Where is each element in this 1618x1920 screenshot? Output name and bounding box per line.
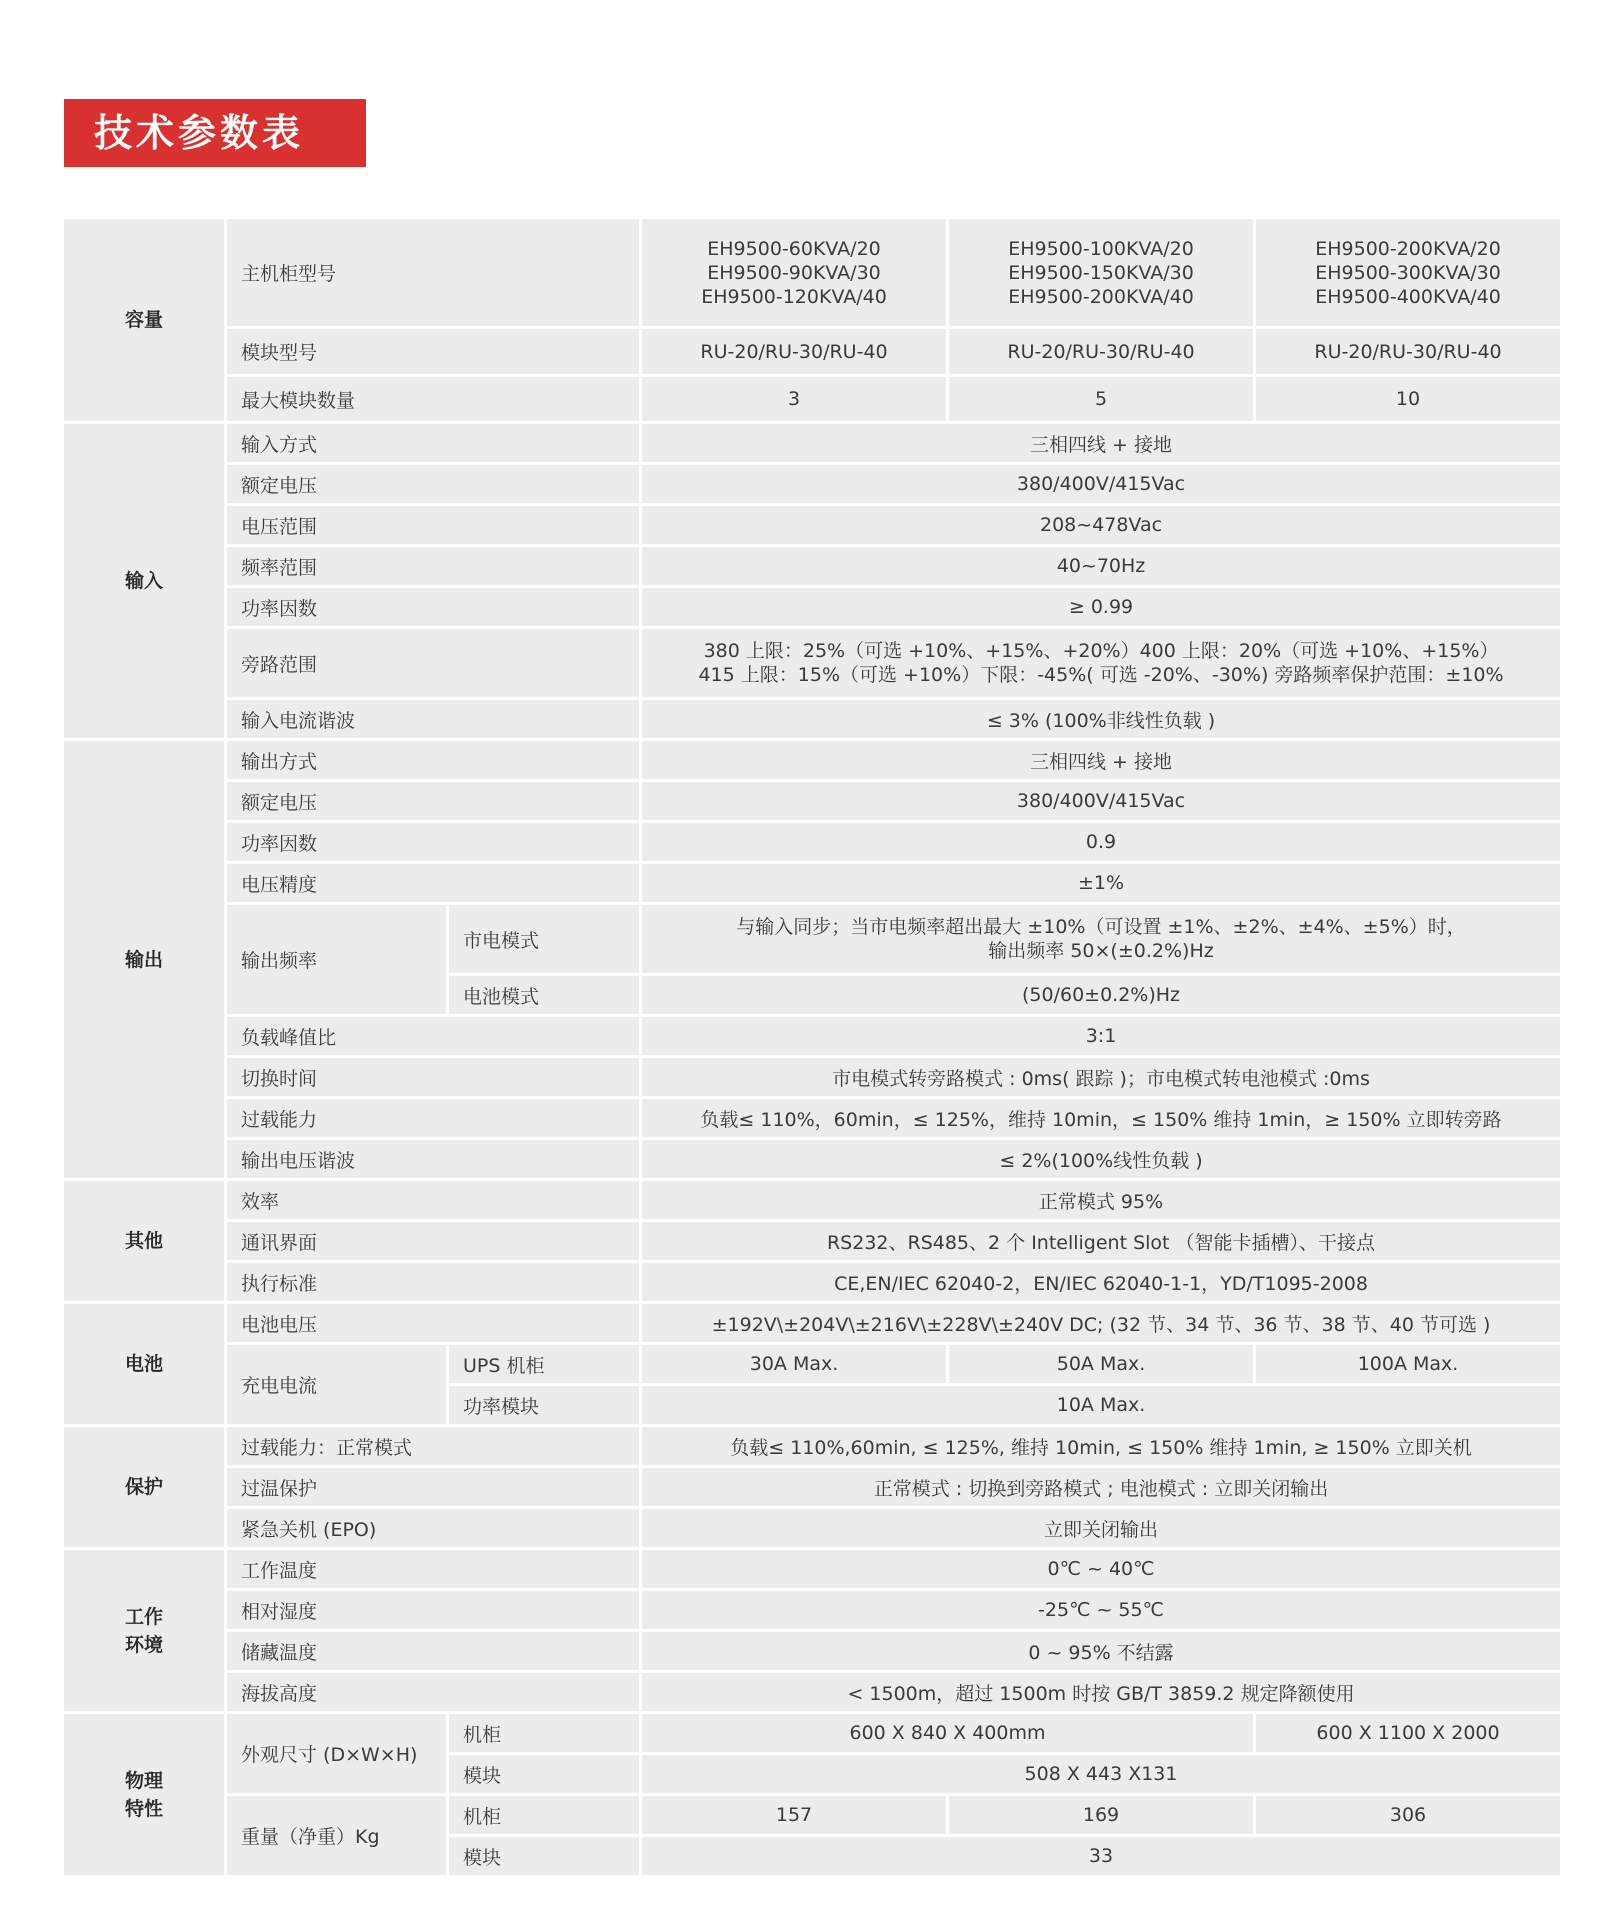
table-row: [64, 377, 1560, 421]
table-row: [64, 329, 1560, 374]
table-row: [64, 1673, 1560, 1711]
row-value: 正常模式 : 切换到旁路模式 ; 电池模式 : 立即关闭输出: [642, 1468, 1560, 1506]
row-label: 切换时间: [227, 1058, 639, 1096]
ups-charge-col1: 30A Max.: [642, 1345, 946, 1383]
table-row: [64, 864, 1560, 902]
row-value: ≤ 3% (100%非线性负载 ): [642, 700, 1560, 738]
ups-charge-col3: 100A Max.: [1256, 1345, 1560, 1383]
table-row: [64, 1714, 1560, 1752]
row-value: -25℃ ~ 55℃: [642, 1591, 1560, 1629]
table-row: [64, 465, 1560, 503]
table-row: [64, 1468, 1560, 1506]
table-row: [64, 547, 1560, 585]
row-value: 0 ~ 95% 不结露: [642, 1632, 1560, 1670]
table-row: [64, 1181, 1560, 1219]
table-row: [64, 905, 1560, 973]
row-label: 输入电流谐波: [227, 700, 639, 738]
row-label: 输出方式: [227, 741, 639, 779]
sub-label: 机柜: [449, 1796, 639, 1834]
table-row: [64, 782, 1560, 820]
module-model-col3: RU-20/RU-30/RU-40: [1256, 329, 1560, 374]
sub-label: 市电模式: [449, 905, 639, 973]
table-row: [64, 741, 1560, 779]
mains-mode-value: 与输入同步；当市电频率超出最大 ±10%（可设置 ±1%、±2%、±4%、±5%）时， 输出频率 50×(±0.2%)Hz: [642, 905, 1560, 973]
row-label: 通讯界面: [227, 1222, 639, 1260]
table-row: [64, 1427, 1560, 1465]
row-value: CE,EN/IEC 62040-2，EN/IEC 62040-1-1，YD/T1095-2008: [642, 1263, 1560, 1301]
table-row: [64, 1591, 1560, 1629]
row-label: 电池电压: [227, 1304, 639, 1342]
row-value: 正常模式 95%: [642, 1181, 1560, 1219]
row-value: 3:1: [642, 1017, 1560, 1055]
category-battery: 电池: [64, 1304, 224, 1424]
table-row: [64, 1263, 1560, 1301]
host-model-col2: EH9500-100KVA/20 EH9500-150KVA/30 EH9500-200KVA/40: [949, 219, 1253, 326]
row-label: 功率因数: [227, 588, 639, 626]
category-other: 其他: [64, 1181, 224, 1301]
cabinet-weight-col1: 157: [642, 1796, 946, 1834]
row-label: 频率范围: [227, 547, 639, 585]
row-label: 过载能力: [227, 1099, 639, 1137]
bypass-range-value: 380 上限：25%（可选 +10%、+15%、+20%）400 上限：20%（可选 +10%、+15%） 415 上限：15%（可选 +10%）下限：-45%( 可选 -20%、-30%) 旁路频率保护范围：±10%: [642, 629, 1560, 697]
row-label: 效率: [227, 1181, 639, 1219]
page-title: 技术参数表: [64, 99, 366, 167]
row-label: 执行标准: [227, 1263, 639, 1301]
row-value: ±1%: [642, 864, 1560, 902]
row-label: 额定电压: [227, 465, 639, 503]
row-label: 海拔高度: [227, 1673, 639, 1711]
row-label: 外观尺寸 (D×W×H): [227, 1714, 446, 1793]
table-row: [64, 1140, 1560, 1178]
row-label: 负载峰值比: [227, 1017, 639, 1055]
row-label: 模块型号: [227, 329, 639, 374]
row-value: 380/400V/415Vac: [642, 465, 1560, 503]
row-value: 33: [642, 1837, 1560, 1875]
row-label: 相对湿度: [227, 1591, 639, 1629]
max-modules-col1: 3: [642, 377, 946, 421]
row-value: 0.9: [642, 823, 1560, 861]
host-model-col1: EH9500-60KVA/20 EH9500-90KVA/30 EH9500-120KVA/40: [642, 219, 946, 326]
row-label: 输入方式: [227, 424, 639, 462]
row-value: (50/60±0.2%)Hz: [642, 976, 1560, 1014]
sub-label: 模块: [449, 1837, 639, 1875]
category-environment: 工作 环境: [64, 1550, 224, 1711]
row-value: 负载≤ 110%，60min，≤ 125%，维持 10min，≤ 150% 维持 1min，≥ 150% 立即转旁路: [642, 1099, 1560, 1137]
row-value: 10A Max.: [642, 1386, 1560, 1424]
sub-label: 功率模块: [449, 1386, 639, 1424]
row-value: 508 X 443 X131: [642, 1755, 1560, 1793]
table-row: [64, 629, 1560, 697]
sub-label: UPS 机柜: [449, 1345, 639, 1383]
table-row: [64, 1550, 1560, 1588]
table-row: [64, 1796, 1560, 1834]
row-value: 380/400V/415Vac: [642, 782, 1560, 820]
category-physical: 物理 特性: [64, 1714, 224, 1875]
category-output: 输出: [64, 741, 224, 1178]
row-value: ±192V\±204V\±216V\±228V\±240V DC; (32 节、34 节、36 节、38 节、40 节可选 ): [642, 1304, 1560, 1342]
row-label: 主机柜型号: [227, 219, 639, 326]
row-label: 额定电压: [227, 782, 639, 820]
row-value: RS232、RS485、2 个 Intelligent Slot （智能卡插槽）、干接点: [642, 1222, 1560, 1260]
row-value: 市电模式转旁路模式 : 0ms( 跟踪 )；市电模式转电池模式 :0ms: [642, 1058, 1560, 1096]
row-label: 电压范围: [227, 506, 639, 544]
row-label: 电压精度: [227, 864, 639, 902]
module-model-col1: RU-20/RU-30/RU-40: [642, 329, 946, 374]
table-row: [64, 424, 1560, 462]
row-label: 旁路范围: [227, 629, 639, 697]
table-row: [64, 700, 1560, 738]
row-value: 0℃ ~ 40℃: [642, 1550, 1560, 1588]
row-value: 立即关闭输出: [642, 1509, 1560, 1547]
table-row: [64, 1222, 1560, 1260]
max-modules-col3: 10: [1256, 377, 1560, 421]
cabinet-size-col12: 600 X 840 X 400mm: [642, 1714, 1253, 1752]
row-label: 紧急关机 (EPO): [227, 1509, 639, 1547]
module-model-col2: RU-20/RU-30/RU-40: [949, 329, 1253, 374]
host-model-col3: EH9500-200KVA/20 EH9500-300KVA/30 EH9500-400KVA/40: [1256, 219, 1560, 326]
table-row: [64, 1058, 1560, 1096]
row-label: 储藏温度: [227, 1632, 639, 1670]
category-protection: 保护: [64, 1427, 224, 1547]
table-row: [64, 1099, 1560, 1137]
table-row: [64, 219, 1560, 326]
table-row: [64, 588, 1560, 626]
row-value: 负载≤ 110%,60min, ≤ 125%, 维持 10min, ≤ 150% 维持 1min, ≥ 150% 立即关机: [642, 1427, 1560, 1465]
row-label: 功率因数: [227, 823, 639, 861]
sub-label: 机柜: [449, 1714, 639, 1752]
row-value: 40~70Hz: [642, 547, 1560, 585]
table-row: [64, 823, 1560, 861]
row-label: 工作温度: [227, 1550, 639, 1588]
table-row: [64, 1304, 1560, 1342]
cabinet-size-col3: 600 X 1100 X 2000: [1256, 1714, 1560, 1752]
table-row: [64, 1509, 1560, 1547]
row-label: 最大模块数量: [227, 377, 639, 421]
row-label: 充电电流: [227, 1345, 446, 1424]
table-row: [64, 1345, 1560, 1383]
table-row: [64, 1017, 1560, 1055]
max-modules-col2: 5: [949, 377, 1253, 421]
category-capacity: 容量: [64, 219, 224, 421]
row-label: 输出电压谐波: [227, 1140, 639, 1178]
row-value: 三相四线 + 接地: [642, 424, 1560, 462]
table-row: [64, 506, 1560, 544]
row-label: 重量（净重）Kg: [227, 1796, 446, 1875]
table-row: [64, 1632, 1560, 1670]
cabinet-weight-col2: 169: [949, 1796, 1253, 1834]
row-label: 过载能力：正常模式: [227, 1427, 639, 1465]
category-input: 输入: [64, 424, 224, 738]
cabinet-weight-col3: 306: [1256, 1796, 1560, 1834]
sub-label: 电池模式: [449, 976, 639, 1014]
row-label: 输出频率: [227, 905, 446, 1014]
row-label: 过温保护: [227, 1468, 639, 1506]
ups-charge-col2: 50A Max.: [949, 1345, 1253, 1383]
row-value: < 1500m，超过 1500m 时按 GB/T 3859.2 规定降额使用: [642, 1673, 1560, 1711]
spec-table: [61, 216, 1563, 1878]
row-value: 208~478Vac: [642, 506, 1560, 544]
row-value: 三相四线 + 接地: [642, 741, 1560, 779]
row-value: ≤ 2%(100%线性负载 ): [642, 1140, 1560, 1178]
sub-label: 模块: [449, 1755, 639, 1793]
row-value: ≥ 0.99: [642, 588, 1560, 626]
